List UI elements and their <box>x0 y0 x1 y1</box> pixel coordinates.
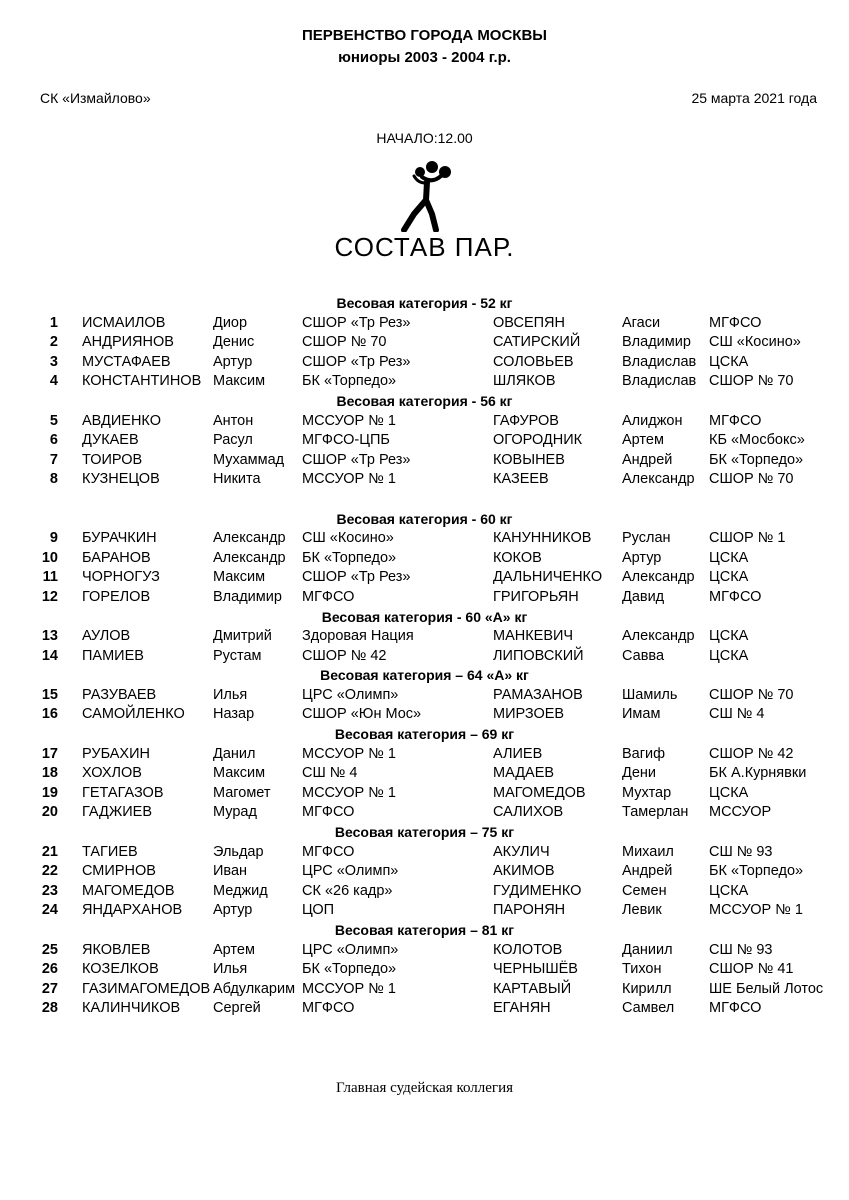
blue-corner-club: СШ № 93 <box>709 843 773 860</box>
blue-corner-surname: ДАЛЬНИЧЕНКО <box>493 569 603 586</box>
red-corner-surname: САМОЙЛЕНКО <box>82 706 185 723</box>
blue-corner-name: Самвел <box>622 1000 675 1017</box>
blue-corner-club: ЦСКА <box>709 569 749 586</box>
bout-number: 26 <box>41 961 58 978</box>
red-corner-club: МССУОР № 1 <box>302 471 396 488</box>
blue-corner-surname: ЛИПОВСКИЙ <box>493 647 584 664</box>
blue-corner-surname: АКИМОВ <box>493 863 555 880</box>
bout-row <box>0 941 849 961</box>
red-corner-name: Илья <box>213 686 248 703</box>
red-corner-name: Артем <box>213 941 255 958</box>
bout-list <box>0 294 849 1019</box>
red-corner-surname: ХОХЛОВ <box>82 765 142 782</box>
weight-category-title: Весовая категория - 56 кг <box>336 392 513 409</box>
red-corner-club: ЦРС «Олимп» <box>302 863 399 880</box>
red-corner-club: Здоровая Нация <box>302 628 414 645</box>
blue-corner-club: ЦСКА <box>709 647 749 664</box>
blue-corner-surname: ЧЕРНЫШЁВ <box>493 961 578 978</box>
bout-number: 21 <box>41 843 58 860</box>
red-corner-surname: ГЕТАГАЗОВ <box>82 784 164 801</box>
blue-corner-name: Дени <box>622 765 656 782</box>
red-corner-name: Артур <box>213 902 253 919</box>
bout-number: 5 <box>49 412 58 429</box>
bout-row <box>0 451 849 471</box>
red-corner-club: СШОР «Тр Рез» <box>302 353 411 370</box>
red-corner-name: Артур <box>213 353 253 370</box>
bout-row <box>0 686 849 706</box>
blue-corner-surname: КОКОВ <box>493 549 542 566</box>
bout-row <box>0 803 849 823</box>
red-corner-club: МГФСО <box>302 804 355 821</box>
blue-corner-club: СШОР № 42 <box>709 745 794 762</box>
blue-corner-surname: АКУЛИЧ <box>493 843 550 860</box>
bout-row <box>0 980 849 1000</box>
bout-row <box>0 333 849 353</box>
blue-corner-club: МССУОР № 1 <box>709 902 803 919</box>
blue-corner-club: СШ «Косино» <box>709 334 801 351</box>
bout-row <box>0 745 849 765</box>
bout-number: 18 <box>41 765 58 782</box>
red-corner-name: Назар <box>213 706 255 723</box>
venue: СК «Измайлово» <box>40 90 151 106</box>
blue-corner-club: БК «Торпедо» <box>709 451 804 468</box>
blue-corner-name: Владислав <box>622 353 697 370</box>
blue-corner-name: Руслан <box>622 530 671 547</box>
blue-corner-name: Давид <box>622 588 665 605</box>
weight-category-title: Весовая категория – 81 кг <box>334 922 515 938</box>
red-corner-name: Денис <box>213 334 255 351</box>
blue-corner-surname: ЕГАНЯН <box>493 1000 551 1017</box>
spacer <box>0 490 849 510</box>
blue-corner-name: Андрей <box>622 863 673 880</box>
blue-corner-surname: СОЛОВЬЕВ <box>493 353 574 370</box>
bout-number: 15 <box>41 686 58 703</box>
bout-number: 16 <box>41 706 58 723</box>
red-corner-club: БК «Торпедо» <box>302 961 397 978</box>
bout-row <box>0 568 849 588</box>
weight-category-title: Весовая категория - 52 кг <box>336 295 513 311</box>
red-corner-name: Максим <box>213 569 266 586</box>
red-corner-club: СШОР «Тр Рез» <box>302 569 411 586</box>
bout-row <box>0 862 849 882</box>
red-corner-name: Дмитрий <box>213 628 272 645</box>
blue-corner-surname: ГУДИМЕНКО <box>493 882 582 899</box>
bout-row <box>0 647 849 667</box>
blue-corner-club: ЦСКА <box>709 882 749 899</box>
red-corner-club: ЦРС «Олимп» <box>302 686 399 703</box>
red-corner-club: СШОР «Юн Мос» <box>302 706 422 723</box>
blue-corner-surname: КАРТАВЫЙ <box>493 980 572 997</box>
red-corner-name: Максим <box>213 373 266 390</box>
blue-corner-surname: ШЛЯКОВ <box>493 373 556 390</box>
blue-corner-name: Савва <box>622 647 665 664</box>
bout-row <box>0 843 849 863</box>
blue-corner-club: СШОР № 70 <box>709 373 794 390</box>
blue-corner-name: Александр <box>622 628 695 645</box>
bout-row <box>0 529 849 549</box>
red-corner-surname: ЯНДАРХАНОВ <box>82 902 183 919</box>
red-corner-surname: ИСМАИЛОВ <box>82 314 166 331</box>
blue-corner-club: СШОР № 70 <box>709 471 794 488</box>
bout-number: 4 <box>49 373 58 390</box>
blue-corner-name: Артур <box>622 549 662 566</box>
red-corner-surname: МАГОМЕДОВ <box>82 882 175 899</box>
bout-number: 12 <box>41 588 58 605</box>
blue-corner-name: Мухтар <box>622 784 672 801</box>
bout-number: 2 <box>49 334 58 351</box>
blue-corner-club: МГФСО <box>709 588 762 605</box>
blue-corner-club: МГФСО <box>709 314 762 331</box>
bout-row <box>0 470 849 490</box>
red-corner-surname: ТАГИЕВ <box>82 843 138 860</box>
blue-corner-club: СШ № 93 <box>709 941 773 958</box>
blue-corner-surname: МАНКЕВИЧ <box>493 628 574 645</box>
blue-corner-club: БК А.Курнявки <box>709 765 807 782</box>
blue-corner-name: Тамерлан <box>622 804 689 821</box>
blue-corner-surname: АЛИЕВ <box>493 745 543 762</box>
bout-number: 6 <box>49 432 58 449</box>
red-corner-club: МССУОР № 1 <box>302 745 396 762</box>
red-corner-club: МССУОР № 1 <box>302 980 396 997</box>
bout-number: 3 <box>49 353 58 370</box>
boxer-pictogram-icon <box>392 152 462 232</box>
blue-corner-surname: РАМАЗАНОВ <box>493 686 583 703</box>
event-date: 25 марта 2021 года <box>691 90 817 106</box>
bout-number: 24 <box>41 902 58 919</box>
blue-corner-club: МГФСО <box>709 412 762 429</box>
blue-corner-club: СШ № 4 <box>709 706 765 723</box>
document-title: ПЕРВЕНСТВО ГОРОДА МОСКВЫ <box>302 27 547 44</box>
bout-number: 11 <box>42 569 58 586</box>
bout-number: 1 <box>49 314 58 331</box>
blue-corner-surname: КОВЫНЕВ <box>493 451 565 468</box>
blue-corner-surname: ГАФУРОВ <box>493 412 559 429</box>
red-corner-club: МССУОР № 1 <box>302 784 396 801</box>
start-time: НАЧАЛО:12.00 <box>376 130 473 146</box>
red-corner-name: Владимир <box>213 588 282 605</box>
weight-category-title: Весовая категория – 69 кг <box>334 726 515 743</box>
red-corner-surname: ГОРЕЛОВ <box>82 588 151 605</box>
red-corner-surname: РАЗУВАЕВ <box>82 686 157 703</box>
blue-corner-club: ЦСКА <box>709 353 749 370</box>
blue-corner-surname: МИРЗОЕВ <box>493 706 565 723</box>
red-corner-name: Александр <box>213 549 286 566</box>
blue-corner-club: КБ «Мосбокс» <box>709 432 805 449</box>
bout-row <box>0 705 849 725</box>
red-corner-name: Никита <box>213 471 261 488</box>
red-corner-club: ЦОП <box>302 902 335 919</box>
blue-corner-club: ЦСКА <box>709 628 749 645</box>
red-corner-name: Иван <box>213 863 248 880</box>
page-heading: СОСТАВ ПАР. <box>334 232 515 262</box>
blue-corner-surname: КОЛОТОВ <box>493 941 563 958</box>
red-corner-club: МГФСО <box>302 588 355 605</box>
red-corner-surname: КУЗНЕЦОВ <box>82 471 160 488</box>
red-corner-surname: ГАДЖИЕВ <box>82 804 153 821</box>
bout-row <box>0 314 849 334</box>
bout-number: 27 <box>41 980 58 997</box>
blue-corner-club: МГФСО <box>709 1000 762 1017</box>
blue-corner-name: Михаил <box>622 843 674 860</box>
red-corner-name: Мухаммад <box>213 451 285 468</box>
blue-corner-surname: КАНУННИКОВ <box>493 530 592 547</box>
red-corner-club: МГФСО <box>302 843 355 860</box>
red-corner-surname: ТОИРОВ <box>82 451 143 468</box>
bout-number: 17 <box>41 745 58 762</box>
red-corner-club: МГФСО-ЦПБ <box>302 432 390 449</box>
blue-corner-name: Имам <box>622 706 661 723</box>
bout-number: 20 <box>41 804 58 821</box>
bout-number: 8 <box>49 471 58 488</box>
bout-row <box>0 353 849 373</box>
bout-number: 19 <box>41 784 58 801</box>
red-corner-surname: АУЛОВ <box>82 628 131 645</box>
blue-corner-surname: КАЗЕЕВ <box>493 471 549 488</box>
red-corner-name: Магомет <box>213 784 271 801</box>
blue-corner-name: Кирилл <box>622 980 672 997</box>
blue-corner-surname: МАГОМЕДОВ <box>493 784 586 801</box>
blue-corner-surname: МАДАЕВ <box>493 765 555 782</box>
red-corner-surname: СМИРНОВ <box>82 863 156 880</box>
red-corner-surname: МУСТАФАЕВ <box>82 353 171 370</box>
red-corner-surname: АНДРИЯНОВ <box>82 334 174 351</box>
blue-corner-name: Тихон <box>622 961 662 978</box>
red-corner-name: Абдулкарим <box>213 980 296 997</box>
red-corner-surname: КОНСТАНТИНОВ <box>82 373 202 390</box>
blue-corner-surname: ПАРОНЯН <box>493 902 566 919</box>
blue-corner-name: Левик <box>622 902 662 919</box>
blue-corner-name: Вагиф <box>622 745 666 762</box>
bout-row <box>0 901 849 921</box>
red-corner-surname: ЯКОВЛЕВ <box>82 941 151 958</box>
red-corner-club: СШ «Косино» <box>302 530 394 547</box>
blue-corner-surname: САЛИХОВ <box>493 804 564 821</box>
weight-category-title: Весовая категория – 64 «А» кг <box>320 667 529 684</box>
red-corner-name: Эльдар <box>213 843 264 860</box>
blue-corner-surname: ОГОРОДНИК <box>493 432 583 449</box>
red-corner-surname: КОЗЕЛКОВ <box>82 961 159 978</box>
red-corner-name: Меджид <box>213 882 268 899</box>
red-corner-name: Александр <box>213 530 286 547</box>
blue-corner-name: Агаси <box>622 314 661 331</box>
blue-corner-club: СШОР № 1 <box>709 530 786 547</box>
red-corner-name: Диор <box>213 314 248 331</box>
blue-corner-name: Владислав <box>622 373 697 390</box>
red-corner-surname: БУРАЧКИН <box>82 530 157 547</box>
red-corner-club: СШ № 4 <box>302 765 358 782</box>
bout-row <box>0 627 849 647</box>
blue-corner-name: Даниил <box>622 941 673 958</box>
red-corner-club: СШОР № 42 <box>302 647 387 664</box>
red-corner-club: СШОР «Тр Рез» <box>302 314 411 331</box>
blue-corner-club: МССУОР <box>709 804 772 821</box>
red-corner-club: БК «Торпедо» <box>302 373 397 390</box>
bout-number: 25 <box>41 941 58 958</box>
bout-number: 9 <box>49 530 58 547</box>
blue-corner-name: Артем <box>622 432 664 449</box>
red-corner-name: Данил <box>213 745 256 762</box>
blue-corner-club: ЦСКА <box>709 549 749 566</box>
bout-row <box>0 999 849 1019</box>
bout-row <box>0 372 849 392</box>
bout-number: 13 <box>41 628 58 645</box>
red-corner-name: Рустам <box>213 647 262 664</box>
red-corner-surname: АВДИЕНКО <box>82 412 161 429</box>
red-corner-club: МССУОР № 1 <box>302 412 396 429</box>
weight-category-title: Весовая категория - 60 кг <box>336 510 513 527</box>
blue-corner-surname: ГРИГОРЬЯН <box>493 588 579 605</box>
red-corner-surname: ДУКАЕВ <box>82 432 139 449</box>
bout-row <box>0 588 849 608</box>
bout-number: 14 <box>41 647 58 664</box>
red-corner-surname: БАРАНОВ <box>82 549 151 566</box>
bout-number: 23 <box>41 882 58 899</box>
blue-corner-name: Александр <box>622 471 695 488</box>
blue-corner-name: Алиджон <box>622 412 683 429</box>
red-corner-surname: РУБАХИН <box>82 745 150 762</box>
bout-number: 7 <box>49 451 58 468</box>
red-corner-surname: КАЛИНЧИКОВ <box>82 1000 181 1017</box>
bout-row <box>0 960 849 980</box>
blue-corner-club: СШОР № 70 <box>709 686 794 703</box>
red-corner-surname: ГАЗИМАГОМЕДОВ <box>82 980 211 997</box>
bout-row <box>0 882 849 902</box>
red-corner-name: Расул <box>213 432 253 449</box>
red-corner-name: Максим <box>213 765 266 782</box>
footer-signature: Главная судейская коллегия <box>336 1080 513 1096</box>
bout-row <box>0 784 849 804</box>
weight-category-title: Весовая категория - 60 «А» кг <box>321 608 528 625</box>
red-corner-name: Мурад <box>213 804 257 821</box>
blue-corner-club: БК «Торпедо» <box>709 863 804 880</box>
red-corner-name: Илья <box>213 961 248 978</box>
blue-corner-name: Шамиль <box>622 686 678 703</box>
red-corner-club: БК «Торпедо» <box>302 549 397 566</box>
red-corner-name: Антон <box>213 412 254 429</box>
blue-corner-club: ШЕ Белый Лотос <box>709 980 824 997</box>
blue-corner-club: ЦСКА <box>709 784 749 801</box>
blue-corner-name: Александр <box>622 569 695 586</box>
bout-row <box>0 549 849 569</box>
blue-corner-name: Семен <box>622 882 667 899</box>
bout-row <box>0 412 849 432</box>
blue-corner-club: СШОР № 41 <box>709 961 794 978</box>
document-subtitle: юниоры 2003 - 2004 г.р. <box>338 49 511 66</box>
blue-corner-name: Владимир <box>622 334 691 351</box>
red-corner-club: СШОР «Тр Рез» <box>302 451 411 468</box>
red-corner-club: ЦРС «Олимп» <box>302 941 399 958</box>
red-corner-surname: ЧОРНОГУЗ <box>82 569 160 586</box>
blue-corner-name: Андрей <box>622 451 673 468</box>
bout-number: 10 <box>41 549 58 566</box>
bout-number: 28 <box>41 1000 58 1017</box>
weight-category-title: Весовая категория – 75 кг <box>334 824 515 841</box>
bout-row <box>0 764 849 784</box>
bout-number: 22 <box>41 863 58 880</box>
blue-corner-surname: ОВСЕПЯН <box>493 314 565 331</box>
red-corner-club: СШОР № 70 <box>302 334 387 351</box>
red-corner-club: СК «26 кадр» <box>302 882 393 899</box>
red-corner-name: Сергей <box>213 1000 261 1017</box>
red-corner-surname: ПАМИЕВ <box>82 647 144 664</box>
blue-corner-surname: САТИРСКИЙ <box>493 334 581 351</box>
bout-row <box>0 431 849 451</box>
red-corner-club: МГФСО <box>302 1000 355 1017</box>
